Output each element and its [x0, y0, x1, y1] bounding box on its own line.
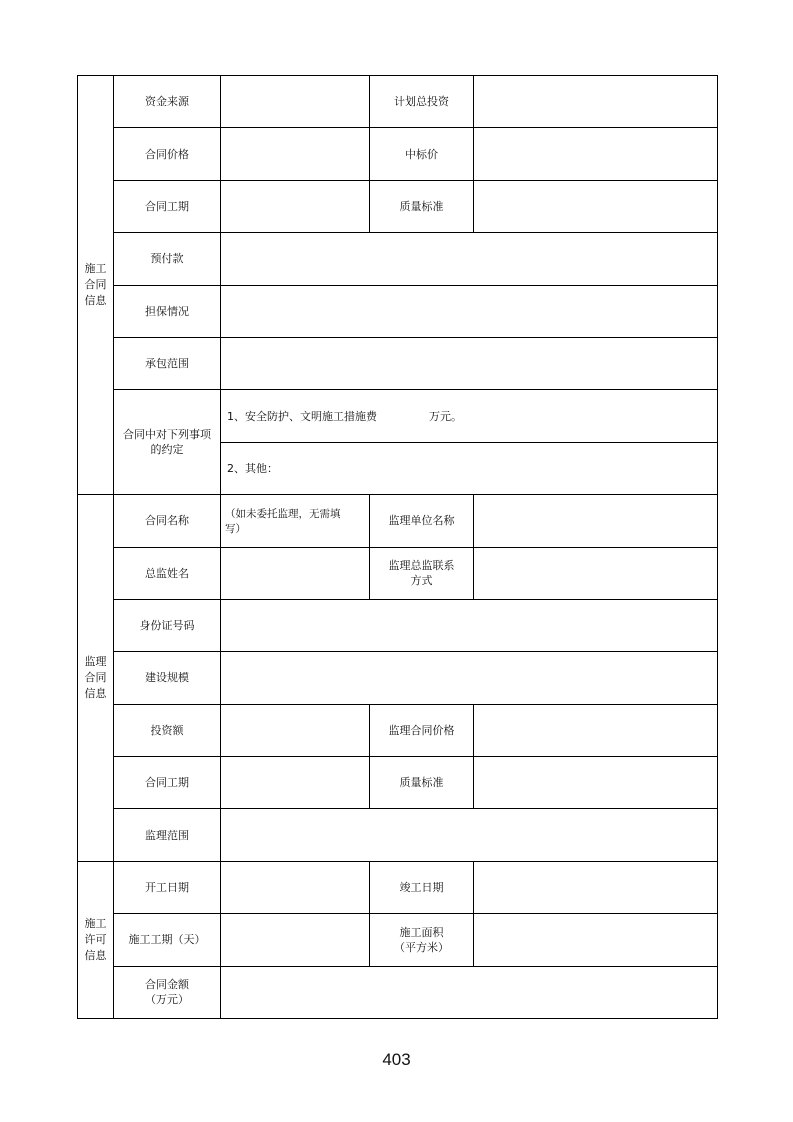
contract-scope-label: 承包范围 [114, 337, 221, 389]
section-label-line: 信息 [84, 294, 107, 308]
chief-contact-line: 方式 [410, 574, 433, 588]
investment-label: 投资额 [114, 704, 221, 756]
start-date-label: 开工日期 [114, 861, 221, 913]
agreement-label-line: 的约定 [150, 443, 184, 457]
supervision-price-label: 监理合同价格 [370, 704, 474, 756]
contract-amount-line: 合同金额 [145, 978, 189, 992]
permit-section-label [78, 861, 114, 1018]
section-label-line: 监理 [84, 654, 107, 668]
contract-name-note-line: （如未委托监理，无需填 [225, 508, 341, 521]
fund-source-field[interactable] [221, 76, 370, 128]
construction-contract-period-label: 合同工期 [114, 180, 221, 232]
bid-price-field[interactable] [474, 128, 718, 180]
id-number-field[interactable] [221, 599, 718, 651]
section-label-line: 施工 [84, 262, 107, 276]
investment-field[interactable] [221, 704, 370, 756]
section-label-line: 信息 [84, 948, 107, 962]
completion-date-label: 竣工日期 [370, 861, 474, 913]
chief-name-label: 总监姓名 [114, 547, 221, 599]
supervision-price-field[interactable] [474, 704, 718, 756]
construction-section-label [78, 76, 114, 495]
start-date-field[interactable] [221, 861, 370, 913]
project-info-form [77, 75, 718, 1019]
agreement-item-1-unit: 万元。 [429, 409, 462, 423]
section-label-line: 许可 [84, 932, 107, 946]
agreement-label-line: 合同中对下列事项 [123, 428, 211, 442]
construction-area-field[interactable] [474, 914, 718, 966]
contract-name-note-line: 写） [225, 523, 246, 536]
advance-payment-field[interactable] [221, 233, 718, 285]
page-number: 403 [382, 1050, 411, 1069]
agreement-item-2-text: 2、其他： [227, 461, 278, 475]
supervision-scope-label: 监理范围 [114, 809, 221, 861]
construction-area-line: 施工面积 [399, 925, 444, 939]
fund-source-label: 资金来源 [114, 76, 221, 128]
contract-price-label: 合同价格 [114, 128, 221, 180]
agreement-label [114, 390, 221, 495]
construction-period-field[interactable] [221, 914, 370, 966]
construction-quality-standard-field[interactable] [474, 180, 718, 232]
construction-contract-period-field[interactable] [221, 180, 370, 232]
construction-quality-standard-label: 质量标准 [370, 180, 474, 232]
contract-amount-field[interactable] [221, 966, 718, 1018]
construction-period-label: 施工工期（天） [114, 914, 221, 966]
bid-price-label: 中标价 [370, 128, 474, 180]
section-label-line: 信息 [84, 686, 107, 700]
contract-price-field[interactable] [221, 128, 370, 180]
supervision-contract-period-label: 合同工期 [114, 757, 221, 809]
chief-contact-line: 监理总监联系 [388, 559, 455, 573]
supervision-contract-period-field[interactable] [221, 757, 370, 809]
construction-area-label [370, 914, 474, 966]
advance-payment-label: 预付款 [114, 233, 221, 285]
section-label-line: 合同 [84, 670, 107, 684]
supervision-quality-standard-label: 质量标准 [370, 757, 474, 809]
supervision-section-label [78, 495, 114, 862]
construction-area-line: （平方米） [394, 940, 449, 954]
planned-investment-field[interactable] [474, 76, 718, 128]
contract-amount-line: （万元） [145, 993, 189, 1007]
chief-contact-field[interactable] [474, 547, 718, 599]
supervisor-unit-field[interactable] [474, 495, 718, 547]
construction-scale-label: 建设规模 [114, 652, 221, 704]
section-label-line: 合同 [84, 278, 107, 292]
chief-contact-label [370, 547, 474, 599]
agreement-item-2[interactable] [221, 442, 718, 494]
agreement-item-1[interactable] [221, 390, 718, 442]
id-number-label: 身份证号码 [114, 599, 221, 651]
completion-date-field[interactable] [474, 861, 718, 913]
guarantee-field[interactable] [221, 285, 718, 337]
chief-name-field[interactable] [221, 547, 370, 599]
supervision-contract-name-field[interactable] [221, 495, 370, 547]
guarantee-label: 担保情况 [114, 285, 221, 337]
supervision-contract-name-label: 合同名称 [114, 495, 221, 547]
supervision-scope-field[interactable] [221, 809, 718, 861]
planned-investment-label: 计划总投资 [370, 76, 474, 128]
section-label-line: 施工 [84, 916, 107, 930]
contract-scope-field[interactable] [221, 337, 718, 389]
agreement-item-1-text: 1、安全防护、文明施工措施费 [227, 409, 377, 423]
supervision-quality-standard-field[interactable] [474, 757, 718, 809]
supervisor-unit-label: 监理单位名称 [370, 495, 474, 547]
contract-amount-label [114, 966, 221, 1018]
construction-scale-field[interactable] [221, 652, 718, 704]
